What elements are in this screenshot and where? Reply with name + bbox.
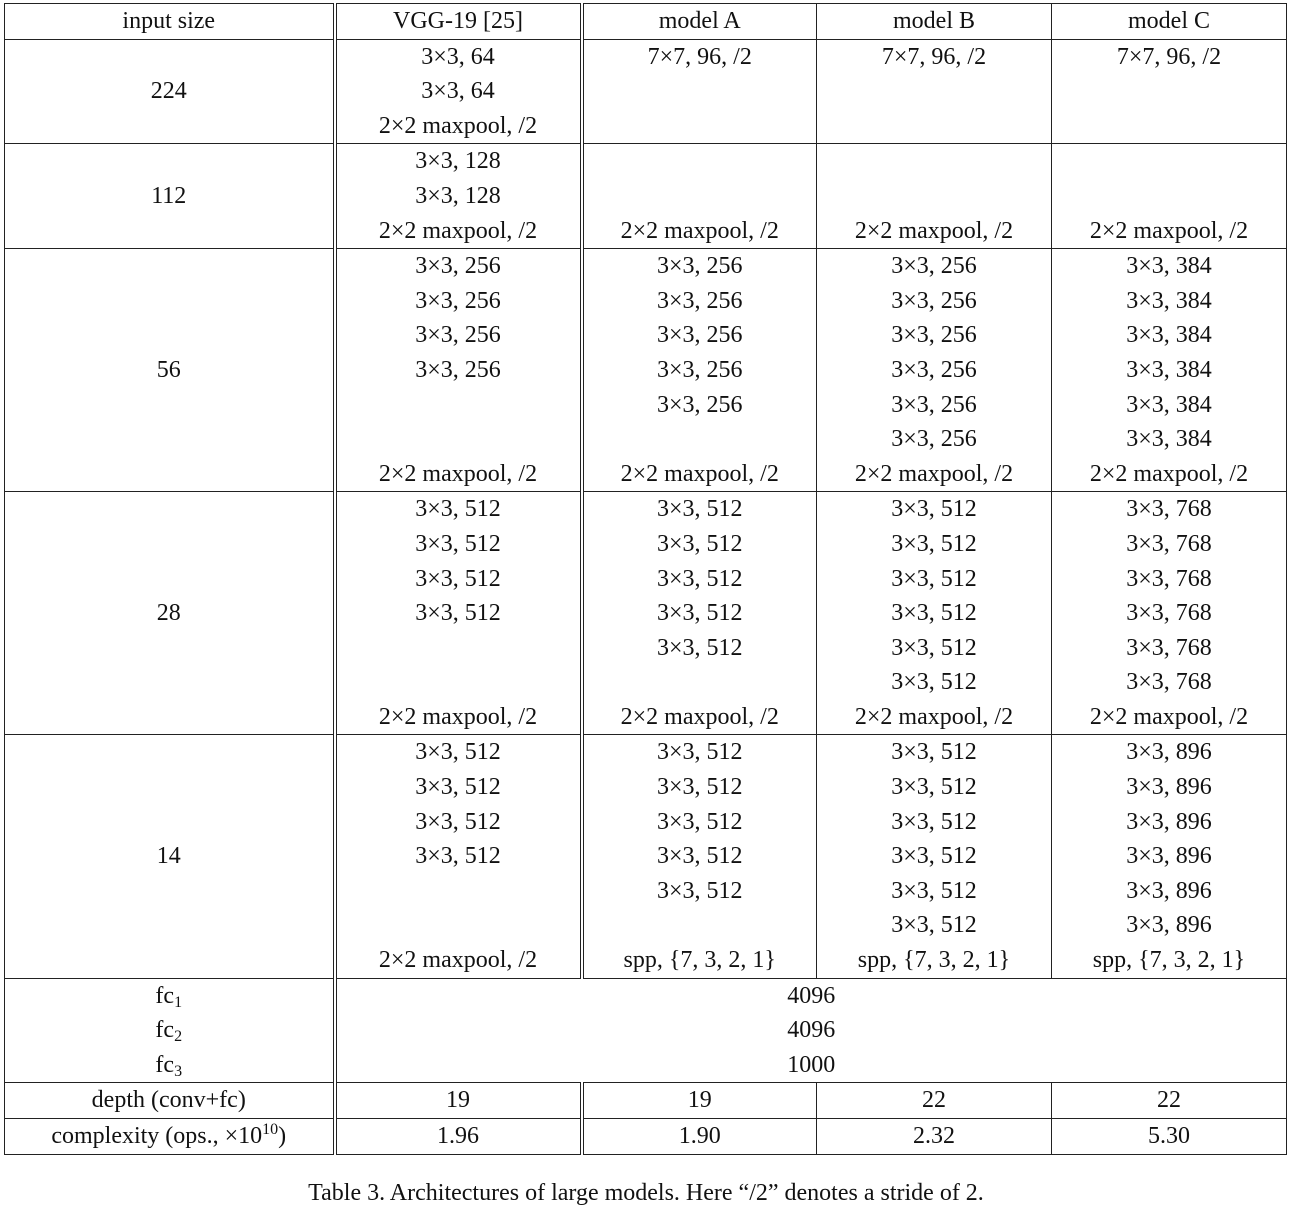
layer-bottom: 2×2 maxpool, /2 <box>378 217 538 244</box>
layer-spec: 7×7, 96, /2 <box>881 43 987 70</box>
layer-spec: 3×3, 512 <box>891 496 977 523</box>
layer-spec: 3×3, 512 <box>656 808 743 835</box>
layer-spec: 3×3, 384 <box>1126 356 1212 383</box>
fc3-label: $fc_3$ <box>155 1051 183 1080</box>
model-c-cell <box>1052 735 1287 978</box>
layer-spec: 3×3, 512 <box>891 600 977 627</box>
layer-spec: 3×3, 384 <box>1126 322 1212 349</box>
layer-bottom: 2×2 maxpool, /2 <box>854 217 1014 244</box>
model-a-cell <box>582 735 817 978</box>
layer-spec: 3×3, 512 <box>891 843 977 870</box>
model-c-cell <box>1052 144 1287 249</box>
layer-spec: 3×3, 256 <box>656 253 743 280</box>
layer-spec: 3×3, 512 <box>891 530 977 557</box>
fc3-value: 1000 <box>787 1051 836 1078</box>
layer-bottom: 2×2 maxpool, /2 <box>378 947 538 974</box>
complexity-model-a: 1.90 <box>582 1119 817 1155</box>
layer-bottom <box>584 109 817 144</box>
vgg19-cell <box>335 249 582 492</box>
layer-spec: 3×3, 256 <box>891 253 977 280</box>
fc1-label: $fc_1$ <box>155 982 183 1011</box>
layer-bottom: 2×2 maxpool, /2 <box>620 460 779 487</box>
layer-spec: 3×3, 256 <box>891 287 977 314</box>
layer-bottom: 2×2 maxpool, /2 <box>378 460 538 487</box>
vgg19-cell <box>335 735 582 978</box>
architecture-table <box>4 3 1287 1155</box>
input-size-cell: 14 <box>5 735 335 978</box>
layer-spec: 3×3, 512 <box>415 843 501 870</box>
layer-spec: 3×3, 512 <box>891 669 977 696</box>
layer-spec: 3×3, 64 <box>421 78 495 105</box>
model-b-cell <box>817 735 1052 978</box>
layer-bottom: 2×2 maxpool, /2 <box>1089 460 1249 487</box>
group-row-14 <box>5 735 1287 978</box>
layer-spec: 3×3, 256 <box>415 322 501 349</box>
layer-spec: 3×3, 896 <box>1126 912 1212 939</box>
layer-spec: 3×3, 512 <box>656 634 743 661</box>
layer-spec: 7×7, 96, /2 <box>647 43 752 70</box>
layer-spec: 3×3, 256 <box>656 322 743 349</box>
layer-spec: 3×3, 512 <box>415 496 501 523</box>
layer-spec: 3×3, 256 <box>415 356 501 383</box>
model-b-cell <box>817 144 1052 249</box>
layer-spec: 3×3, 896 <box>1126 877 1212 904</box>
layer-spec: 3×3, 768 <box>1126 565 1212 592</box>
layer-spec: 3×3, 384 <box>1126 287 1212 314</box>
layer-spec: 3×3, 384 <box>1126 391 1212 418</box>
layer-spec: 3×3, 512 <box>415 774 501 801</box>
layer-spec: 3×3, 512 <box>891 565 977 592</box>
layer-spec: 3×3, 768 <box>1126 669 1212 696</box>
layer-spec: 3×3, 512 <box>656 600 743 627</box>
layer-spec: 3×3, 512 <box>891 808 977 835</box>
depth-model-c: 22 <box>1052 1083 1287 1119</box>
fc1-value: 4096 <box>787 982 836 1009</box>
layer-spec: 3×3, 256 <box>891 356 977 383</box>
depth-model-b: 22 <box>817 1083 1052 1119</box>
layer-spec: 3×3, 896 <box>1126 739 1212 766</box>
layer-spec: 3×3, 256 <box>891 391 977 418</box>
model-c-cell <box>1052 249 1287 492</box>
layer-spec: 3×3, 512 <box>656 530 743 557</box>
layer-spec: 7×7, 96, /2 <box>1116 43 1222 70</box>
layer-spec: 3×3, 64 <box>421 43 495 70</box>
layer-bottom: 2×2 maxpool, /2 <box>1089 217 1249 244</box>
layer-spec: 3×3, 768 <box>1126 530 1212 557</box>
fc2-label: $fc_2$ <box>155 1017 183 1046</box>
layer-bottom: 2×2 maxpool, /2 <box>378 703 538 730</box>
header-input-size: input size <box>5 4 335 40</box>
layer-groups <box>5 39 1287 978</box>
model-b-cell <box>817 39 1052 144</box>
vgg19-cell <box>335 39 582 144</box>
layer-spec: 3×3, 512 <box>891 739 977 766</box>
layer-spec: 3×3, 128 <box>415 182 501 209</box>
layer-spec: 3×3, 512 <box>415 600 501 627</box>
input-size-cell: 112 <box>5 144 335 249</box>
table-caption: Table 3. Architectures of large models. Here “/2” denotes a stride of 2. <box>308 1180 984 1206</box>
vgg19-cell <box>335 492 582 735</box>
depth-model-a: 19 <box>582 1083 817 1119</box>
model-a-cell <box>582 249 817 492</box>
layer-spec: 3×3, 896 <box>1126 808 1212 835</box>
layer-spec: 3×3, 768 <box>1126 634 1212 661</box>
input-size-cell: 28 <box>5 492 335 735</box>
layer-spec: 3×3, 384 <box>1126 253 1212 280</box>
header-model-c: model C <box>1052 4 1287 40</box>
input-size-cell: 56 <box>5 249 335 492</box>
complexity-model-b: 2.32 <box>817 1119 1052 1155</box>
layer-spec: 3×3, 256 <box>415 287 501 314</box>
layer-spec: 3×3, 896 <box>1126 774 1212 801</box>
layer-spec: 3×3, 512 <box>656 496 743 523</box>
layer-bottom: spp, {7, 3, 2, 1} <box>1092 947 1246 974</box>
model-a-cell <box>582 144 817 249</box>
layer-spec: 3×3, 256 <box>656 356 743 383</box>
depth-row <box>5 1083 1287 1119</box>
model-b-cell <box>817 492 1052 735</box>
fc-labels <box>5 978 335 1083</box>
model-a-cell <box>582 492 817 735</box>
layer-bottom: spp, {7, 3, 2, 1} <box>857 947 1011 974</box>
depth-label: depth (conv+fc) <box>5 1083 335 1119</box>
layer-bottom: 2×2 maxpool, /2 <box>620 217 779 244</box>
layer-spec: 3×3, 512 <box>891 912 977 939</box>
layer-bottom <box>817 109 1051 144</box>
layer-spec: 3×3, 128 <box>415 148 501 175</box>
layer-bottom: spp, {7, 3, 2, 1} <box>623 947 776 974</box>
depth-vgg19: 19 <box>335 1083 582 1119</box>
header-model-b: model B <box>817 4 1052 40</box>
model-c-cell <box>1052 492 1287 735</box>
complexity-vgg19: 1.96 <box>335 1119 582 1155</box>
layer-bottom: 2×2 maxpool, /2 <box>378 112 538 139</box>
model-a-cell <box>582 39 817 144</box>
layer-spec: 3×3, 768 <box>1126 600 1212 627</box>
layer-spec: 3×3, 512 <box>656 877 743 904</box>
layer-spec: 3×3, 256 <box>891 322 977 349</box>
layer-bottom: 2×2 maxpool, /2 <box>854 460 1014 487</box>
layer-spec: 3×3, 512 <box>891 634 977 661</box>
layer-spec: 3×3, 256 <box>891 426 977 453</box>
layer-spec: 3×3, 256 <box>656 287 743 314</box>
layer-spec: 3×3, 384 <box>1126 426 1212 453</box>
layer-spec: 3×3, 512 <box>891 774 977 801</box>
vgg19-cell <box>335 144 582 249</box>
group-row-28 <box>5 492 1287 735</box>
layer-spec: 3×3, 768 <box>1126 496 1212 523</box>
header-model-a: model A <box>582 4 817 40</box>
fc2-value: 4096 <box>787 1017 836 1044</box>
layer-spec: 3×3, 896 <box>1126 843 1212 870</box>
layer-spec: 3×3, 256 <box>415 253 501 280</box>
layer-spec: 3×3, 512 <box>656 565 743 592</box>
layer-spec: 3×3, 512 <box>656 774 743 801</box>
layer-bottom: 2×2 maxpool, /2 <box>620 703 779 730</box>
layer-spec: 3×3, 512 <box>415 530 501 557</box>
fc-section <box>5 978 1287 1154</box>
layer-bottom <box>1052 109 1286 144</box>
layer-spec: 3×3, 256 <box>656 391 743 418</box>
complexity-row <box>5 1119 1287 1155</box>
layer-bottom: 2×2 maxpool, /2 <box>854 703 1014 730</box>
header-vgg19: VGG-19 [25] <box>335 4 582 40</box>
complexity-label: complexity (ops., $\times 10^{10}$) <box>5 1119 335 1155</box>
group-row-224 <box>5 39 1287 144</box>
layer-bottom: 2×2 maxpool, /2 <box>1089 703 1249 730</box>
layer-spec: 3×3, 512 <box>891 877 977 904</box>
model-c-cell <box>1052 39 1287 144</box>
input-size-cell: 224 <box>5 39 335 144</box>
layer-spec: 3×3, 512 <box>415 739 501 766</box>
layer-spec: 3×3, 512 <box>656 843 743 870</box>
header-row <box>5 4 1287 40</box>
fc-row <box>5 978 1287 1083</box>
fc-values <box>335 978 1287 1083</box>
group-row-56 <box>5 249 1287 492</box>
group-row-112 <box>5 144 1287 249</box>
layer-spec: 3×3, 512 <box>415 565 501 592</box>
layer-spec: 3×3, 512 <box>415 808 501 835</box>
layer-spec: 3×3, 512 <box>656 739 743 766</box>
model-b-cell <box>817 249 1052 492</box>
complexity-model-c: 5.30 <box>1052 1119 1287 1155</box>
